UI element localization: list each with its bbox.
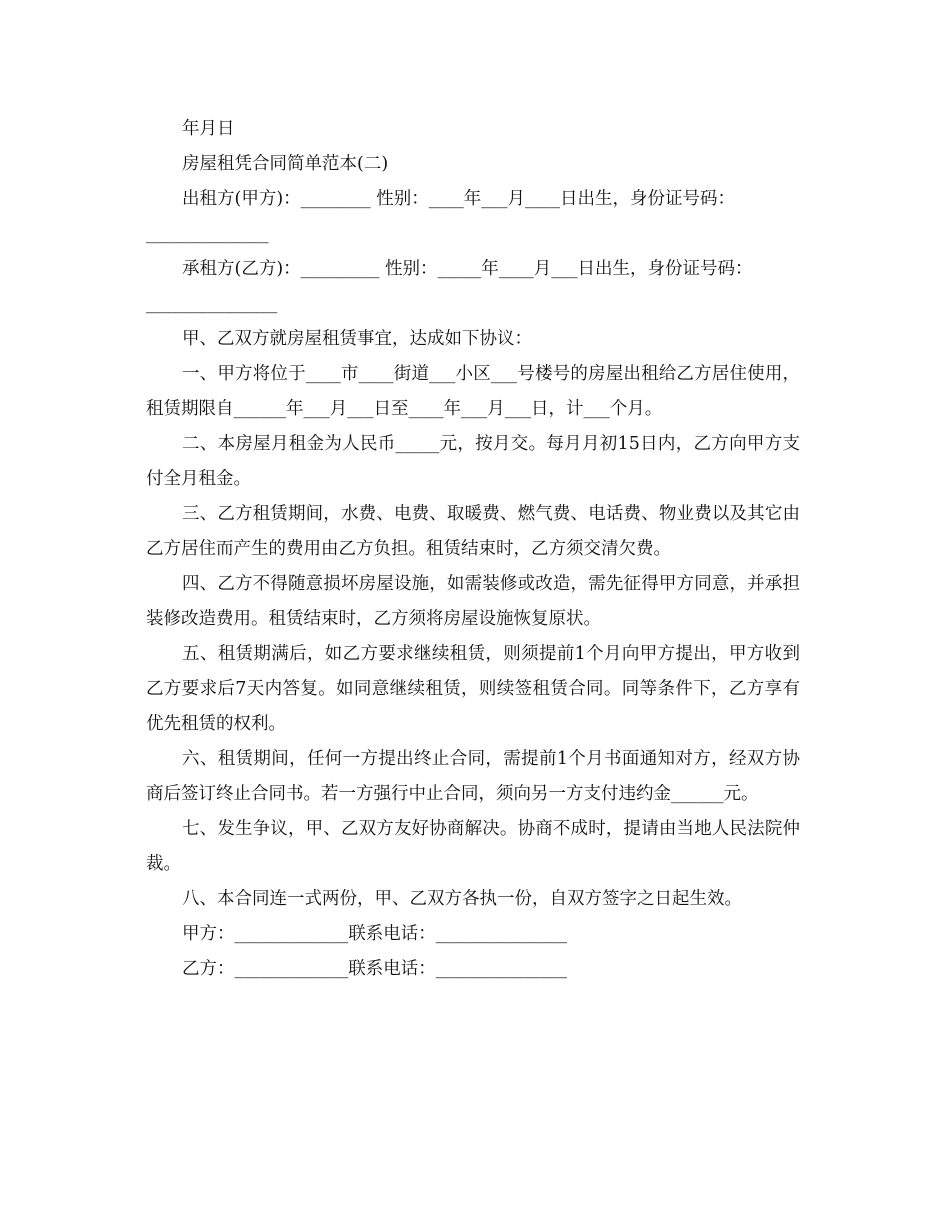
lessee-line: 承租方(乙方)：_________ 性别：_____年____月___日出生，身份证号码： bbox=[182, 259, 753, 279]
agreement-intro: 甲、乙双方就房屋租赁事宜，达成如下协议： bbox=[182, 329, 532, 349]
signature-party-b: 乙方：_____________联系电话：_______________ bbox=[182, 959, 567, 979]
clause-2: 二、本房屋月租金为人民币_____元，按月交。每月月初15日内，乙方向甲方支付全月租金。 bbox=[146, 434, 800, 489]
clause-6: 六、租赁期间，任何一方提出终止合同，需提前1个月书面通知对方，经双方协商后签订终止合同书。若一方强行中止合同，须向另一方支付违约金______元。 bbox=[146, 749, 800, 804]
document-page bbox=[146, 112, 800, 987]
lessor-id-blank: ______________ bbox=[146, 224, 269, 244]
clause-1: 一、甲方将位于____市____街道___小区___号楼号的房屋出租给乙方居住使用，租赁期限自______年___月___日至____年___月___日，计___个月。 bbox=[146, 364, 800, 419]
clause-5: 五、租赁期满后，如乙方要求继续租赁，则须提前1个月向甲方提出，甲方收到乙方要求后7天内答复。如同意继续租赁，则续签租赁合同。同等条件下，乙方享有优先租赁的权利。 bbox=[146, 644, 800, 734]
lessor-line: 出租方(甲方)：________ 性别：____年___月____日出生，身份证号码： bbox=[182, 189, 735, 209]
clause-8: 八、本合同连一式两份，甲、乙双方各执一份，自双方签字之日起生效。 bbox=[182, 889, 742, 909]
clause-4: 四、乙方不得随意损坏房屋设施，如需装修或改造，需先征得甲方同意，并承担装修改造费用。租赁结束时，乙方须将房屋设施恢复原状。 bbox=[146, 574, 800, 629]
clause-3: 三、乙方租赁期间，水费、电费、取暖费、燃气费、电话费、物业费以及其它由乙方居住而产生的费用由乙方负担。租赁结束时，乙方须交清欠费。 bbox=[146, 504, 800, 559]
clause-7: 七、发生争议，甲、乙双方友好协商解决。协商不成时，提请由当地人民法院仲裁。 bbox=[146, 819, 800, 874]
lessee-id-blank: _______________ bbox=[146, 294, 278, 314]
date-line: 年月日 bbox=[182, 119, 235, 139]
document-title: 房屋租凭合同简单范本(二) bbox=[182, 154, 389, 174]
signature-party-a: 甲方：_____________联系电话：_______________ bbox=[182, 924, 567, 944]
